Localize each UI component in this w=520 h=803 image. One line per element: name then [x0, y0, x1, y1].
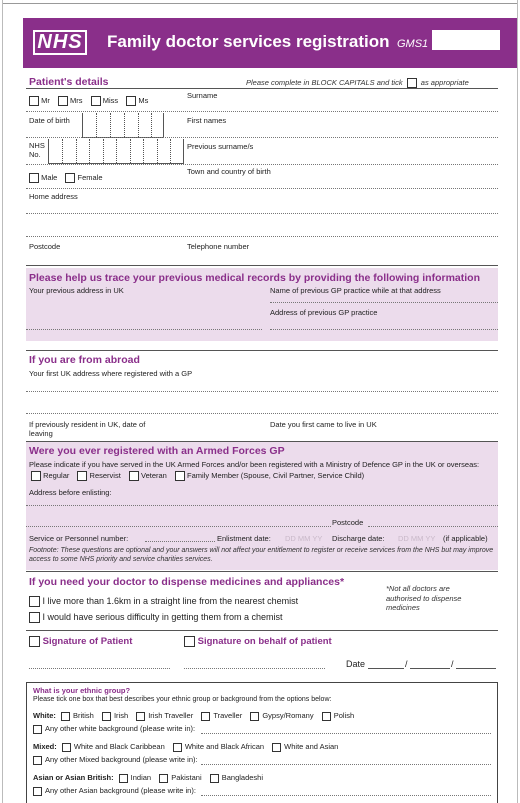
- ethnic-mixed-row: Mixed: White and Black Caribbean White and Black African White and Asian: [33, 742, 339, 751]
- divider: [26, 111, 498, 112]
- service-number-label: Service or Personnel number:: [29, 534, 129, 543]
- previous-gp-name-line[interactable]: [270, 302, 498, 303]
- previous-gp-address-label: Address of previous GP practice: [270, 308, 378, 317]
- enlisting-postcode-label: Postcode: [332, 518, 364, 527]
- enlisting-address-line[interactable]: [26, 505, 498, 506]
- home-address-label: Home address: [29, 192, 78, 201]
- ethnic-group-title: What is your ethnic group?: [33, 686, 131, 695]
- behalf-signature-line[interactable]: [184, 668, 325, 669]
- header-banner: [23, 18, 518, 68]
- ethnic-polish[interactable]: Polish: [322, 711, 354, 721]
- ethnic-mixed-other[interactable]: Any other Mixed background (please write in):: [33, 755, 198, 765]
- nhs-number-input[interactable]: [48, 139, 184, 164]
- telephone-label: Telephone number: [187, 242, 250, 251]
- ethnic-bangladeshi[interactable]: Bangladeshi: [210, 773, 263, 783]
- patient-signature-line[interactable]: [29, 668, 170, 669]
- home-address-line[interactable]: [26, 236, 498, 237]
- first-uk-address-line[interactable]: [26, 413, 498, 414]
- date-of-leaving-label: If previously resident in UK, date of leaving: [29, 420, 146, 438]
- ethnic-pakistani[interactable]: Pakistani: [159, 773, 201, 783]
- address-before-enlisting-label: Address before enlisting:: [29, 488, 112, 497]
- dob-label: Date of birth: [29, 116, 70, 125]
- divider: [26, 188, 498, 189]
- gender-male[interactable]: Male: [29, 173, 57, 183]
- date-came-label: Date you first came to live in UK: [270, 420, 377, 429]
- ethnic-white-asian[interactable]: White and Asian: [272, 742, 338, 752]
- divider: [26, 88, 498, 89]
- nhs-logo: NHS: [33, 30, 87, 55]
- service-number-line[interactable]: [145, 541, 215, 542]
- dispense-option-distance[interactable]: I live more than 1.6km in a straight line from the nearest chemist: [29, 596, 298, 607]
- discharge-date-field[interactable]: DD MM YY: [398, 534, 436, 543]
- ethnic-irish-traveller[interactable]: Irish Traveller: [136, 711, 193, 721]
- if-applicable-label: (if applicable): [443, 534, 488, 543]
- title-options: [29, 96, 154, 106]
- title-mr[interactable]: Mr: [29, 96, 50, 106]
- ethnic-irish[interactable]: Irish: [102, 711, 128, 721]
- home-address-line[interactable]: [26, 213, 498, 214]
- divider: [26, 265, 498, 266]
- dispense-option-difficulty[interactable]: I would have serious difficulty in getting them from a chemist: [29, 612, 282, 623]
- ethnic-mixed-other-line[interactable]: [201, 764, 491, 765]
- previous-address-line[interactable]: [26, 329, 262, 330]
- trace-section-title: Please help us trace your previous medical records by providing the following information: [29, 272, 481, 284]
- ethnic-traveller[interactable]: Traveller: [201, 711, 242, 721]
- dispense-section-title: If you need your doctor to dispense medicines and appliances*: [29, 576, 345, 588]
- armed-forces-footnote: Footnote: These questions are optional and your answers will not affect your entitlement to register or receive services from the NHS but may improve access to some NHS priority and service charities services.: [29, 547, 494, 563]
- first-uk-address-line[interactable]: [26, 391, 498, 392]
- armed-family-member[interactable]: Family Member (Spouse, Civil Partner, Service Child): [175, 470, 364, 481]
- date-month-line[interactable]: [410, 668, 450, 669]
- armed-regular[interactable]: Regular: [31, 470, 69, 481]
- dispense-note: *Not all doctors are authorised to dispense medicines: [386, 584, 462, 612]
- divider: [26, 137, 498, 138]
- block-capitals-instruction: Please complete in BLOCK CAPITALS and tick as appropriate: [246, 78, 469, 87]
- ethnic-indian[interactable]: Indian: [119, 773, 151, 783]
- ethnic-white-other-line[interactable]: [201, 733, 491, 734]
- divider: [26, 350, 498, 351]
- previous-gp-name-label: Name of previous GP practice while at that address: [270, 286, 441, 295]
- previous-gp-address-line[interactable]: [270, 329, 498, 330]
- ethnic-white-row: White: British Irish Irish Traveller Traveller Gypsy/Romany Polish: [33, 711, 355, 720]
- form-code: GMS1: [397, 38, 429, 50]
- patient-section-title: Patient's details: [29, 76, 109, 88]
- date-year-line[interactable]: [456, 668, 496, 669]
- dob-input[interactable]: [82, 113, 164, 138]
- surname-label: Surname: [187, 91, 218, 100]
- first-uk-address-label: Your first UK address where registered with a GP: [29, 369, 193, 378]
- armed-forces-title: Were you ever registered with an Armed Forces GP: [29, 445, 285, 457]
- ethnic-asian-row: Asian or Asian British: Indian Pakistani Bangladeshi: [33, 773, 264, 782]
- ethnic-white-other[interactable]: Any other white background (please write in):: [33, 724, 195, 734]
- ethnic-gypsy-romany[interactable]: Gypsy/Romany: [250, 711, 313, 721]
- divider: [26, 164, 498, 165]
- top-edge: [3, 0, 517, 4]
- enlisting-address-line[interactable]: [26, 526, 331, 527]
- date-label: Date: [346, 659, 366, 669]
- divider: [26, 630, 498, 631]
- signature-patient-option[interactable]: Signature of Patient: [29, 636, 132, 647]
- ethnic-asian-other[interactable]: Any other Asian background (please write in):: [33, 786, 196, 796]
- title-mrs[interactable]: Mrs: [58, 96, 83, 106]
- example-tick-box: [407, 78, 417, 88]
- first-names-label: First names: [187, 116, 227, 125]
- date-day-line[interactable]: [368, 668, 404, 669]
- title-miss[interactable]: Miss: [91, 96, 119, 106]
- signature-behalf-option[interactable]: Signature on behalf of patient: [184, 636, 332, 647]
- enlistment-date-field[interactable]: DD MM YY: [285, 534, 323, 543]
- previous-address-label: Your previous address in UK: [29, 286, 124, 295]
- armed-forces-description: Please indicate if you have served in the UK Armed Forces and/or been registered with a Ministry of Defence GP in the UK or overseas: Regular Reservist Veteran Family Member (Spouse, Civil Partner, Service Child): [29, 460, 480, 480]
- ethnic-british[interactable]: British: [61, 711, 94, 721]
- ethnic-group-panel: [26, 682, 498, 803]
- previous-surname-label: Previous surname/s: [187, 142, 254, 151]
- armed-veteran[interactable]: Veteran: [129, 470, 167, 481]
- enlistment-date-label: Enlistment date:: [217, 534, 271, 543]
- date-separator: /: [405, 659, 408, 669]
- ethnic-white-black-african[interactable]: White and Black African: [173, 742, 264, 752]
- date-separator: /: [451, 659, 454, 669]
- gender-options: [29, 173, 109, 183]
- divider: [26, 441, 498, 442]
- form-reference-field[interactable]: [432, 30, 500, 50]
- ethnic-group-instruction: Please tick one box that best describes your ethnic group or background from the options below:: [33, 696, 332, 703]
- title-ms[interactable]: Ms: [126, 96, 148, 106]
- ethnic-asian-other-line[interactable]: [201, 795, 491, 796]
- nhs-number-label: NHS No.: [29, 141, 45, 159]
- divider: [26, 571, 498, 572]
- abroad-section-title: If you are from abroad: [29, 354, 140, 366]
- discharge-date-label: Discharge date:: [332, 534, 385, 543]
- town-country-label: Town and country of birth: [187, 167, 271, 176]
- postcode-label: Postcode: [29, 242, 61, 251]
- gender-female[interactable]: Female: [65, 173, 102, 183]
- ethnic-white-black-caribbean[interactable]: White and Black Caribbean: [62, 742, 165, 752]
- armed-reservist[interactable]: Reservist: [77, 470, 120, 481]
- form-title: Family doctor services registration: [107, 32, 390, 51]
- enlisting-postcode-line[interactable]: [368, 526, 498, 527]
